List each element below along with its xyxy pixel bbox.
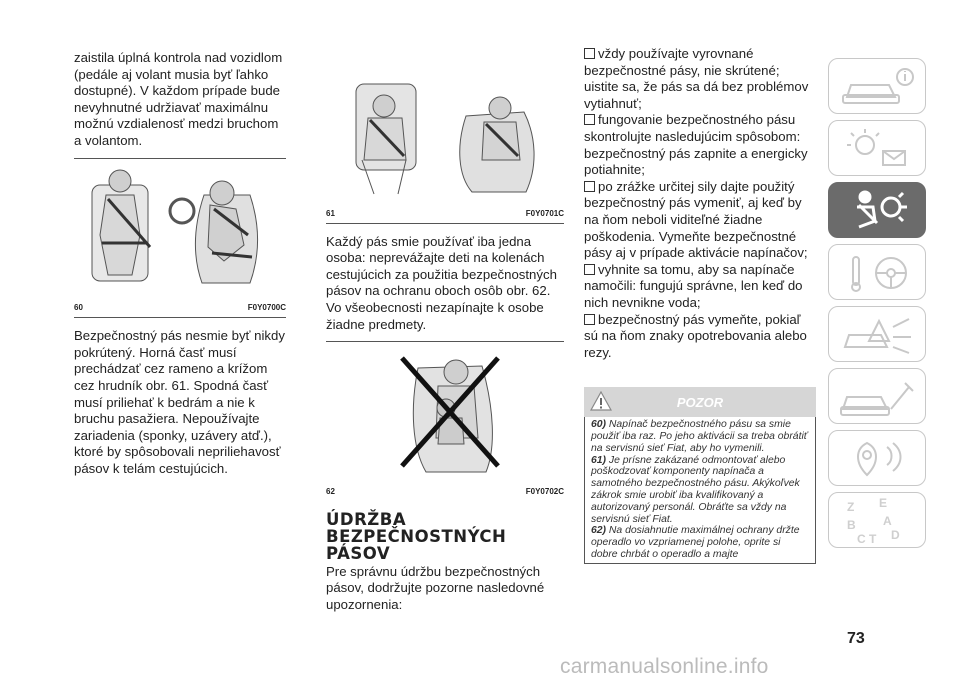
divider	[74, 317, 286, 318]
tab-emergency[interactable]	[828, 306, 926, 362]
index-icon	[829, 493, 927, 549]
bullet-item: po zrážke určitej sily dajte použitý bezpečnostný pás vymeniť, aj keď by na ňom neboli viditeľné žiadne poškodenia. Vymeňte bezpečnostné pásy aj v prípade aktivácie napínačov;	[584, 178, 808, 261]
column-right	[584, 46, 816, 564]
bullet-item: fungovanie bezpečnostného pásu skontrolujte nasledujúcim spôsobom: bezpečnostný pás zapnite a energicky potiahnite;	[584, 112, 808, 178]
warning-title: POZOR	[676, 395, 724, 411]
warning-item: 62) Na dosiahnutie maximálnej ochrany držte operadlo vo vzpriamenej polohe, oprite si dobre chrbát o operadlo a majte	[591, 525, 800, 561]
checkbox-bullet-icon	[584, 114, 595, 125]
emergency-icon	[829, 307, 927, 363]
bullet-item: bezpečnostný pás vymeňte, pokiaľ sú na ňom znaky opotrebovania alebo rezy.	[584, 311, 807, 360]
figure-code: F0Y0700C	[247, 303, 286, 313]
warning-item: 60) Napínač bezpečnostného pásu sa smie použiť iba raz. Po jeho aktivácii sa treba obrátiť na servisnú sieť Fiat, aby ho vymenili.	[591, 419, 808, 454]
tab-index[interactable]	[828, 492, 926, 548]
index-letter: D	[891, 528, 900, 542]
figure-code: F0Y0702C	[525, 486, 564, 496]
bullet-item: vyhnite sa tomu, aby sa napínače namočili: fungujú správne, len keď do nich nevnikne voda;	[584, 261, 803, 310]
checkbox-bullet-icon	[584, 181, 595, 192]
checkbox-bullet-icon	[584, 314, 595, 325]
page-number: 73	[847, 630, 865, 647]
paragraph: Bezpečnostný pás nesmie byť nikdy pokrútený. Horná časť musí prechádzať cez rameno a krížom cez hrudník obr. 61. Spodná časť musí priliehať k bedrám a nie k bruchu pasažiera. Nepoužívajte zariadenia (sponky, uzávery atď.), ktoré by spôsobovali nepriliehavosť pásov k telám cestujúcich.	[74, 328, 285, 476]
multimedia-icon	[829, 431, 927, 487]
column-middle	[326, 56, 564, 614]
warning-header	[584, 387, 816, 417]
warning-item: 61) Je prísne zakázané odmontovať alebo poškodzovať komponenty napínača a samotného bezpečnostného pásu. Akýkoľvek zákrok smie urobiť iba kvalifikovaný a autorizovaný personál. Obráťte sa vždy na servisnú sieť Fiat.	[591, 454, 800, 525]
warning-box	[584, 417, 816, 564]
divider	[326, 341, 564, 342]
checkbox-bullet-icon	[584, 264, 595, 275]
paragraph: Pre správnu údržbu bezpečnostných pásov, dodržujte pozorne nasledovné upozornenia:	[326, 563, 545, 612]
tab-safety[interactable]	[828, 182, 926, 238]
seated-pregnant-woman-illustration	[74, 165, 286, 297]
starting-driving-icon	[829, 245, 927, 301]
tab-warning-lights[interactable]	[828, 120, 926, 176]
warning-lights-icon	[829, 121, 927, 177]
safety-airbag-icon	[829, 183, 927, 239]
figure-number: 62	[326, 486, 335, 496]
index-letter: E	[879, 496, 888, 510]
tab-multimedia[interactable]	[828, 430, 926, 486]
watermark: carmanualsonline.info	[560, 655, 769, 678]
tab-maintenance[interactable]	[828, 368, 926, 424]
index-letter: B	[847, 518, 856, 532]
maintenance-icon	[829, 369, 927, 425]
divider	[74, 158, 286, 159]
figure-60	[74, 165, 286, 314]
checkbox-bullet-icon	[584, 48, 595, 59]
seatbelt-position-illustration	[326, 56, 564, 202]
figure-61	[326, 56, 564, 219]
index-letter: T	[869, 532, 877, 546]
figure-62	[326, 348, 564, 497]
tab-car-info[interactable]	[828, 58, 926, 114]
column-left	[74, 50, 286, 478]
car-info-icon	[829, 59, 927, 115]
paragraph: Každý pás smie používať iba jedna osoba: neprevážajte deti na kolenách cestujúcich za použitia bezpečnostných pásov na ochranu oboch osôb obr. 62. Vo všeobecnosti nezapínajte k osobe žiadne predmety.	[326, 233, 557, 332]
index-letter: Z	[847, 500, 855, 514]
child-on-lap-prohibited-illustration	[326, 348, 564, 480]
bullet-item: vždy používajte vyrovnané bezpečnostné pásy, nie skrútené; uistite sa, že pás sa dá bez problémov vytiahnuť;	[584, 46, 809, 111]
section-heading: ÚDRŽBA BEZPEČNOSTNÝCH PÁSOV	[326, 509, 507, 563]
figure-code: F0Y0701C	[525, 208, 564, 218]
figure-number: 61	[326, 208, 335, 218]
figure-number: 60	[74, 303, 83, 313]
divider	[326, 223, 564, 224]
index-letter: A	[883, 514, 892, 528]
tab-starting-driving[interactable]	[828, 244, 926, 300]
index-letter: C	[857, 532, 866, 546]
paragraph: zaistila úplná kontrola nad vozidlom (pedále aj volant musia byť ľahko dostupné). V každom prípade bude nevyhnutné udržiavať maximálnu možnú vzdialenosť medzi bruchom a volantom.	[74, 50, 283, 148]
